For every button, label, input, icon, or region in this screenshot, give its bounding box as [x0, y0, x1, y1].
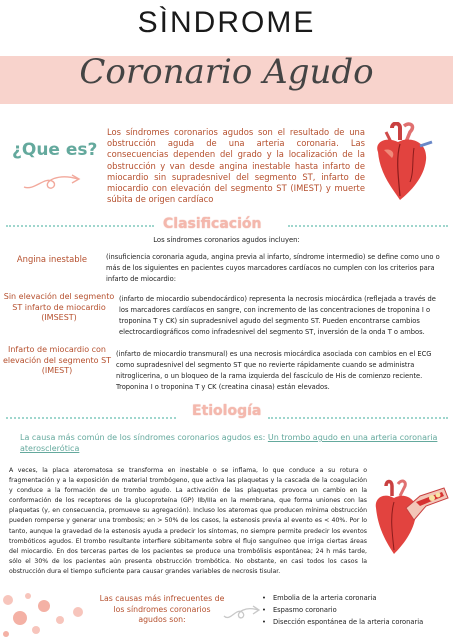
term-angina-inestable: Angina inestable [16, 254, 88, 264]
clasificacion-heading: Clasificación [163, 216, 262, 232]
desc-imsest: (infarto de miocardio subendocárdico) representa la necrosis miocárdica (reflejada a través de los marcadores cardíacos en sangre, con incremento de las concentraciones de troponina I o troponina T y CK) sin supradesnivel agudo del segmento ST. Pueden encontrarse cambios electrocardiográficos como infradesnivel del segmento ST, inversión de la onda T o ambos. [119, 295, 436, 336]
list-item: • Disección espontánea de la arteria coronaria [262, 616, 423, 628]
etiologia-heading: Etiología [192, 403, 262, 419]
etiologia-body: A veces, la placa ateromatosa se transforma en inestable o se inflama, lo que conduce a su rotura o fragmentación y a la exposición de material trombógeno, que activa las plaquetas y la cascada de la coagulación y conduce a la formación de un trombo agudo. La activación de las plaquetas provoca un cambio en la conformación de los receptores de la glucoproteína (GP) IIb/IIIa en la membrana, que forma uniones con las plaquetas (y, en consecuencia, promueve su agregación). Incluso los ateromas que producen mínima obstrucción pueden romperse y generar una trombosis; en > 50% de los casos, la estenosis previa al evento es < 40%. Por lo tanto, aunque la gravedad de la estenosis ayuda a predecir los síntomas, no siempre permite predecir los eventos trombóticos agudos. El trombo resultante interfiere súbitamente sobre el flujo sanguíneo que irriga ciertas áreas del miocardio. En dos terceras partes de los pacientes se produce una trombólisis espontánea; 24 h más tarde, sólo el 30% de los pacientes aún presenta obstrucción trombótica. No obstante, en casi todos los casos la obstrucción dura el tiempo suficiente para causar grandes variables de necrosis tisular. [9, 467, 367, 575]
swirl-arrow-icon [22, 165, 84, 195]
term-imest: Infarto de miocardio con elevación del segmento ST (IMEST) [2, 345, 112, 375]
causes-heading: Las causas más infrecuentes de los síndromes coronarios agudos son: [99, 594, 225, 625]
desc-imest: (infarto de miocardio transmural) es una necrosis miocárdica asociada con cambios en el ECG como supradesnivel del segmento ST que no revierte rápidamente cuando se administra nitroglicerina, o un bloqueo de la rama izquierda del fascículo de His de comienzo reciente. Troponina I o troponina T y CK (creatina cinasa) están elevados. [116, 350, 432, 391]
heart-artery-illustration-icon [372, 478, 450, 560]
divider-dots [6, 225, 154, 227]
swirl-arrow-icon [222, 598, 262, 626]
intro-paragraph: Los síndromes coronarios agudos son el resultado de una obstrucción aguda de una arteria coronaria. Las consecuencias dependen del grado y la localización de la obstrucción y van desde angina inestable hasta infarto de miocardio sin supradesnivel del segmento ST, infarto de miocardio con elevación del segmento ST (IMEST) y muerte súbita de origen cardíaco [107, 127, 365, 205]
heart-illustration-icon [370, 122, 436, 202]
etiologia-lead-text: La causa más común de los síndromes coronarios agudos es: [20, 433, 266, 442]
divider-dots [268, 417, 448, 419]
desc-angina-inestable: (insuficiencia coronaria aguda, angina previa al infarto, síndrome intermedio) se define como uno o más de los siguientes en pacientes cuyos marcadores cardíacos no cumplen con los criterios para infarto de miocardio: [106, 253, 440, 283]
etiologia-lead [20, 433, 445, 454]
clasificacion-subheading: Los síndromes coronarios agudos incluyen: [153, 236, 300, 244]
term-imsest: Sin elevación del segmento ST infarto de miocardio (IMSEST) [3, 292, 115, 322]
pink-dots-icon [0, 590, 96, 640]
page-subtitle: Coronario Agudo [79, 52, 374, 92]
list-item: • Espasmo coronario [262, 604, 423, 616]
list-item: • Embolia de la arteria coronaria [262, 592, 423, 604]
divider-dots [288, 225, 448, 227]
etiologia-lead-link[interactable]: Un trombo agudo en una arteria coronaria aterosclerótica [20, 433, 438, 453]
divider-dots [6, 417, 176, 419]
causes-list [262, 592, 423, 628]
que-es-heading: ¿Que es? [12, 140, 98, 160]
page-title: SÌNDROME [137, 6, 316, 39]
